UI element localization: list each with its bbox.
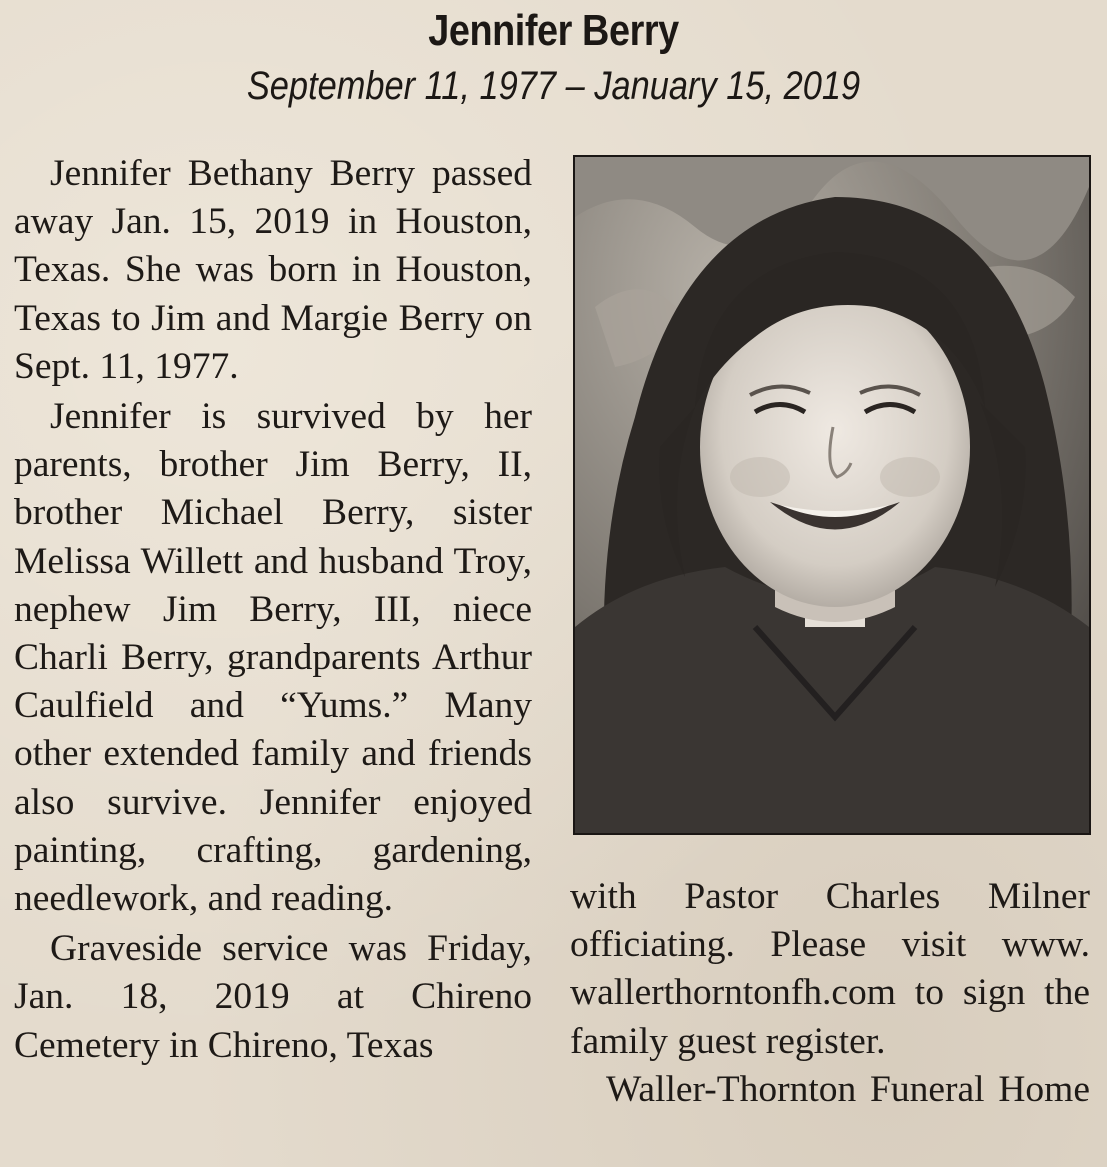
paragraph-survivors: Jennifer is survived by her parents, brother Jim Berry, II, brother Michael Berry, sister Melissa Willett and husband Troy, nephew Jim Berry, III, niece Charli Berry, grandparents Arthur Caulfield and “Yums.” Many other extended family and friends also survive. Jennifer enjoyed painting, crafting, gardening, needlework, and reading.: [14, 396, 532, 920]
obituary-body-left: [14, 150, 532, 1070]
paragraph-service: Graveside service was Friday, Jan. 18, 2019 at Chireno Cemetery in Chireno, Texas: [14, 928, 532, 1066]
paragraph-continuation: with Pastor Charles Milner officiating. Please visit www. wallerthorntonfh.com to sign the family guest register.: [570, 876, 1090, 1062]
obituary-dates: September 11, 1977 – January 15, 2019: [246, 64, 861, 108]
funeral-home-signature: Waller-Thornton Funeral Home: [606, 1068, 1090, 1110]
obituary-body-right: [570, 873, 1090, 1114]
portrait-photo: [573, 155, 1091, 835]
paragraph-death-notice: Jennifer Bethany Berry passed away Jan. 15, 2019 in Houston, Texas. She was born in Houston, Texas to Jim and Margie Berry on Sept. 11, 1977.: [14, 153, 532, 387]
obituary-name: Jennifer Berry: [428, 6, 679, 55]
portrait-image: [575, 157, 1089, 833]
